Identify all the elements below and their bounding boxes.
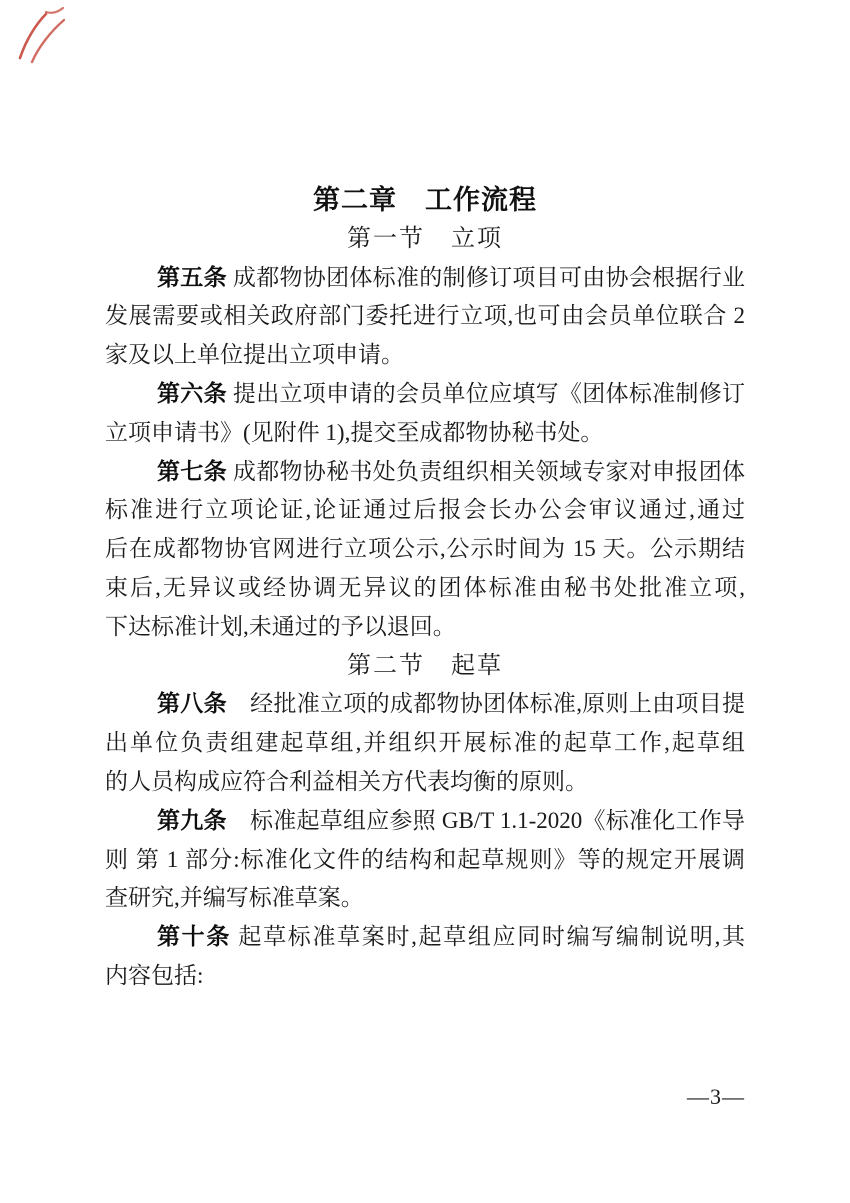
page-number: —3— xyxy=(687,1084,745,1109)
article-number-label: 第六条 xyxy=(157,380,227,406)
article-text: 查研究,并编写标准草案。 xyxy=(105,885,364,911)
article-text: 内容包括: xyxy=(105,962,204,988)
article-text: 发展需要或相关政府部门委托进行立项,也可由会员单位联合 2 xyxy=(105,303,745,329)
article-text: 家及以上单位提出立项申请。 xyxy=(105,342,404,368)
section-1-articles xyxy=(105,259,745,647)
article-text: 成都物协团体标准的制修订项目可由协会根据行业 xyxy=(226,264,746,290)
document-body xyxy=(105,181,745,996)
article-number-label: 第七条 xyxy=(157,458,227,484)
section-heading-1: 第一节 立项 xyxy=(347,225,503,252)
body-line xyxy=(105,957,745,996)
body-line xyxy=(105,685,745,724)
section-heading-2: 第二节 起草 xyxy=(347,652,503,679)
article-text: 提出立项申请的会员单位应填写《团体标准制修订 xyxy=(226,380,746,406)
article-text: 束后,无异议或经协调无异议的团体标准由秘书处批准立项, xyxy=(105,574,745,600)
body-line xyxy=(105,841,745,880)
body-line xyxy=(105,724,745,763)
article-number-label: 第八条 xyxy=(157,691,227,717)
article-text: 成都物协秘书处负责组织相关领域专家对申报团体 xyxy=(226,458,746,484)
body-line xyxy=(105,918,745,957)
article-text: 经批准立项的成都物协团体标准,原则上由项目提 xyxy=(226,691,746,717)
article-text: 标准进行立项论证,论证通过后报会长办公会审议通过,通过 xyxy=(105,497,745,523)
article-text: 的人员构成应符合利益相关方代表均衡的原则。 xyxy=(105,768,588,794)
body-line xyxy=(105,763,745,802)
article-text: 标准起草组应参照 GB/T 1.1-2020《标准化工作导 xyxy=(226,807,745,833)
body-line xyxy=(105,802,745,841)
article-number-label: 第五条 xyxy=(157,264,227,290)
body-line xyxy=(105,453,745,492)
article-text: 则 第 1 部分:标准化文件的结构和起草规则》等的规定开展调 xyxy=(105,846,745,872)
body-line xyxy=(105,879,745,918)
body-line xyxy=(105,375,745,414)
body-line xyxy=(105,491,745,530)
article-text: 后在成都物协官网进行立项公示,公示时间为 15 天。公示期结 xyxy=(105,536,745,562)
article-number-label: 第九条 xyxy=(157,807,227,833)
body-line xyxy=(105,569,745,608)
red-scribble-annotation xyxy=(6,2,76,72)
body-line xyxy=(105,297,745,336)
body-line xyxy=(105,530,745,569)
body-line xyxy=(105,259,745,298)
body-line xyxy=(105,414,745,453)
section-2-articles xyxy=(105,685,745,995)
article-number-label: 第十条 xyxy=(157,924,232,950)
body-line xyxy=(105,336,745,375)
article-text: 下达标准计划,未通过的予以退回。 xyxy=(105,613,456,639)
body-line xyxy=(105,608,745,647)
article-text: 出单位负责组建起草组,并组织开展标准的起草工作,起草组 xyxy=(105,730,745,756)
article-text: 起草标准草案时,起草组应同时编写编制说明,其 xyxy=(231,924,746,950)
chapter-heading: 第二章 工作流程 xyxy=(313,185,537,215)
article-text: 立项申请书》(见附件 1),提交至成都物协秘书处。 xyxy=(105,419,604,445)
